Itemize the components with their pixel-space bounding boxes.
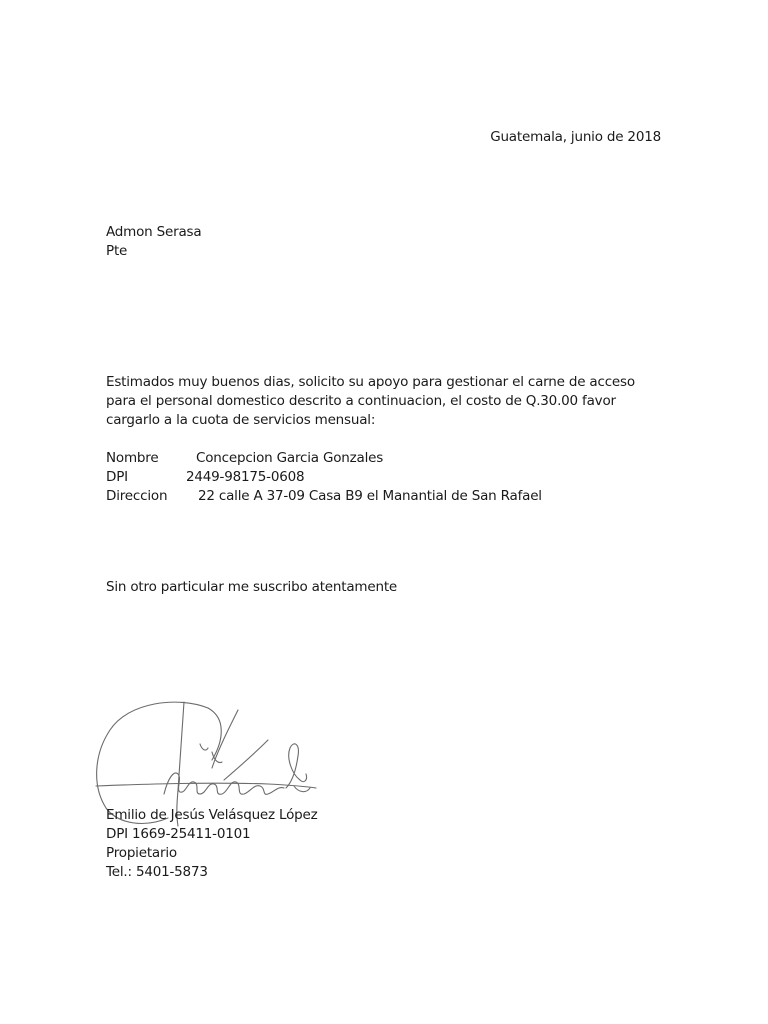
signer-block [106, 806, 318, 882]
signer-dpi: DPI 1669-25411-0101 [106, 826, 251, 842]
signer-role: Propietario [106, 845, 177, 861]
letter-body [106, 373, 666, 430]
recipient-name: Admon Serasa [106, 224, 202, 240]
address-label: Direccion [106, 488, 168, 504]
name-label: Nombre [106, 450, 159, 466]
signer-phone: Tel.: 5401-5873 [106, 864, 208, 880]
dpi-value: 2449-98175-0608 [186, 469, 305, 485]
closing-line: Sin otro particular me suscribo atentamente [106, 579, 398, 595]
recipient-block [106, 223, 201, 261]
signer-name: Emilio de Jesús Velásquez López [106, 807, 318, 823]
body-paragraph: Estimados muy buenos dias, solicito su apoyo para gestionar el carne de acceso para el personal domestico descrito a continuacion, el costo de Q.30.00 favor cargarlo a la cuota de servicios mensual: [106, 374, 635, 428]
name-value: Concepcion Garcia Gonzales [196, 450, 384, 466]
date-line: Guatemala, junio de 2018 [490, 129, 661, 145]
address-value: 22 calle A 37-09 Casa B9 el Manantial de San Rafael [198, 488, 542, 504]
dpi-label: DPI [106, 469, 128, 485]
recipient-abbrev: Pte [106, 243, 128, 259]
